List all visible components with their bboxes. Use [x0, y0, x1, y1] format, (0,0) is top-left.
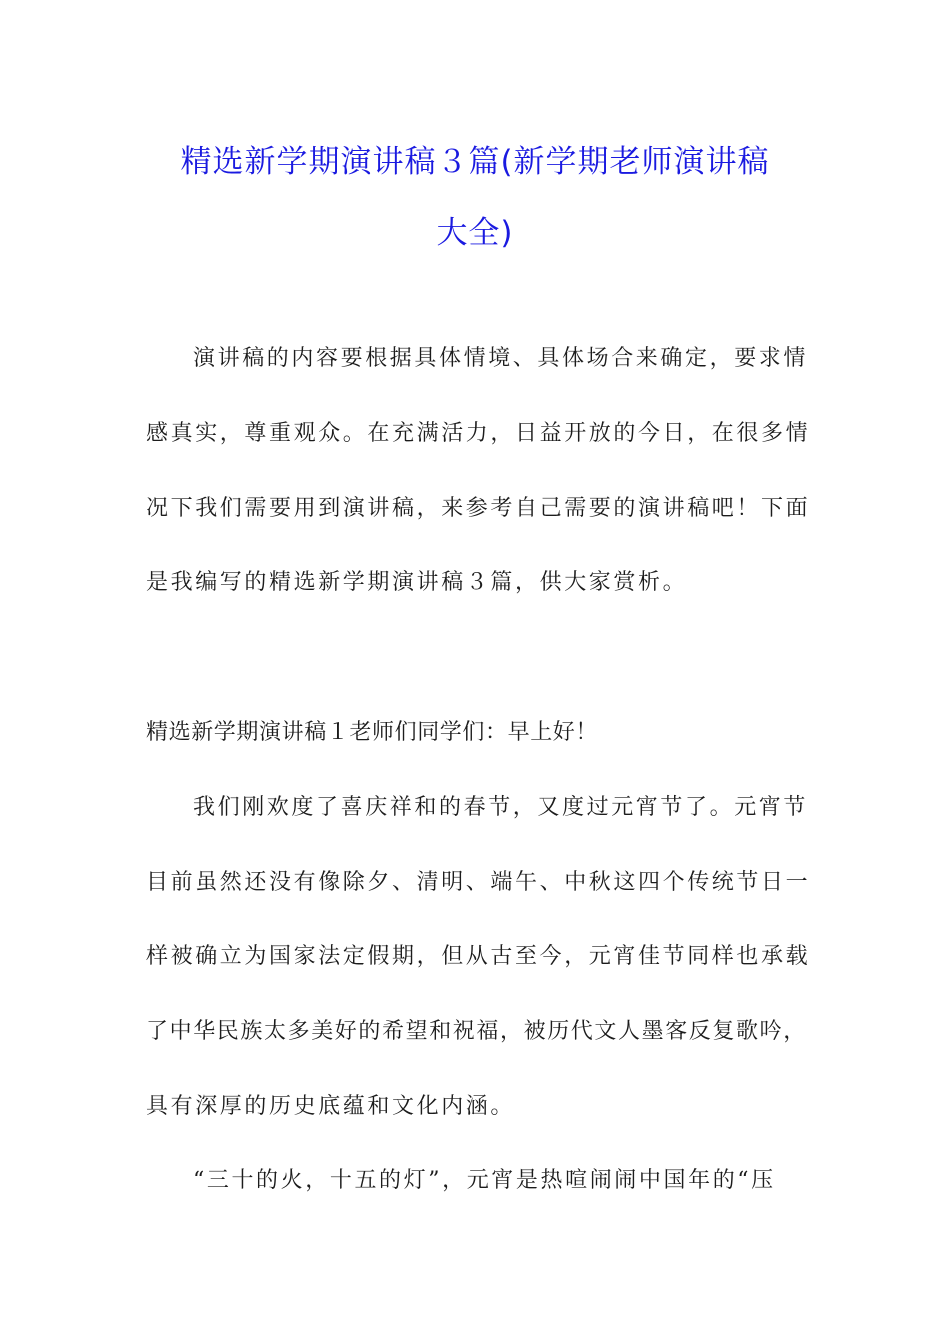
- paragraph-line: 具有深厚的历史底蕴和文化内涵。: [146, 1094, 516, 1119]
- intro-line: 况下我们需要用到演讲稿，来参考自己需要的演讲稿吧！下面: [146, 496, 811, 521]
- intro-line: 演讲稿的内容要根据具体情境、具体场合来确定，要求情: [193, 346, 809, 371]
- paragraph-line: “三十的火，十五的灯”，元宵是热喧闹闹中国年的“压: [193, 1168, 776, 1193]
- paragraph-line: 了中华民族太多美好的希望和祝福，被历代文人墨客反复歌吟，: [146, 1019, 807, 1044]
- intro-line: 感真实，尊重观众。在充满活力，日益开放的今日，在很多情: [146, 421, 811, 446]
- document-title-line-2: 大全): [436, 215, 514, 251]
- paragraph-line: 我们刚欢度了喜庆祥和的春节，又度过元宵节了。元宵节: [193, 795, 809, 820]
- document-title-line-1: 精选新学期演讲稿３篇(新学期老师演讲稿: [180, 144, 770, 180]
- section-heading: 精选新学期演讲稿１老师们同学们：早上好！: [146, 720, 599, 745]
- intro-line: 是我编写的精选新学期演讲稿３篇，供大家赏析。: [146, 570, 688, 595]
- paragraph-line: 目前虽然还没有像除夕、清明、端午、中秋这四个传统节日一: [146, 870, 811, 895]
- paragraph-line: 样被确立为国家法定假期，但从古至今，元宵佳节同样也承载: [146, 944, 811, 969]
